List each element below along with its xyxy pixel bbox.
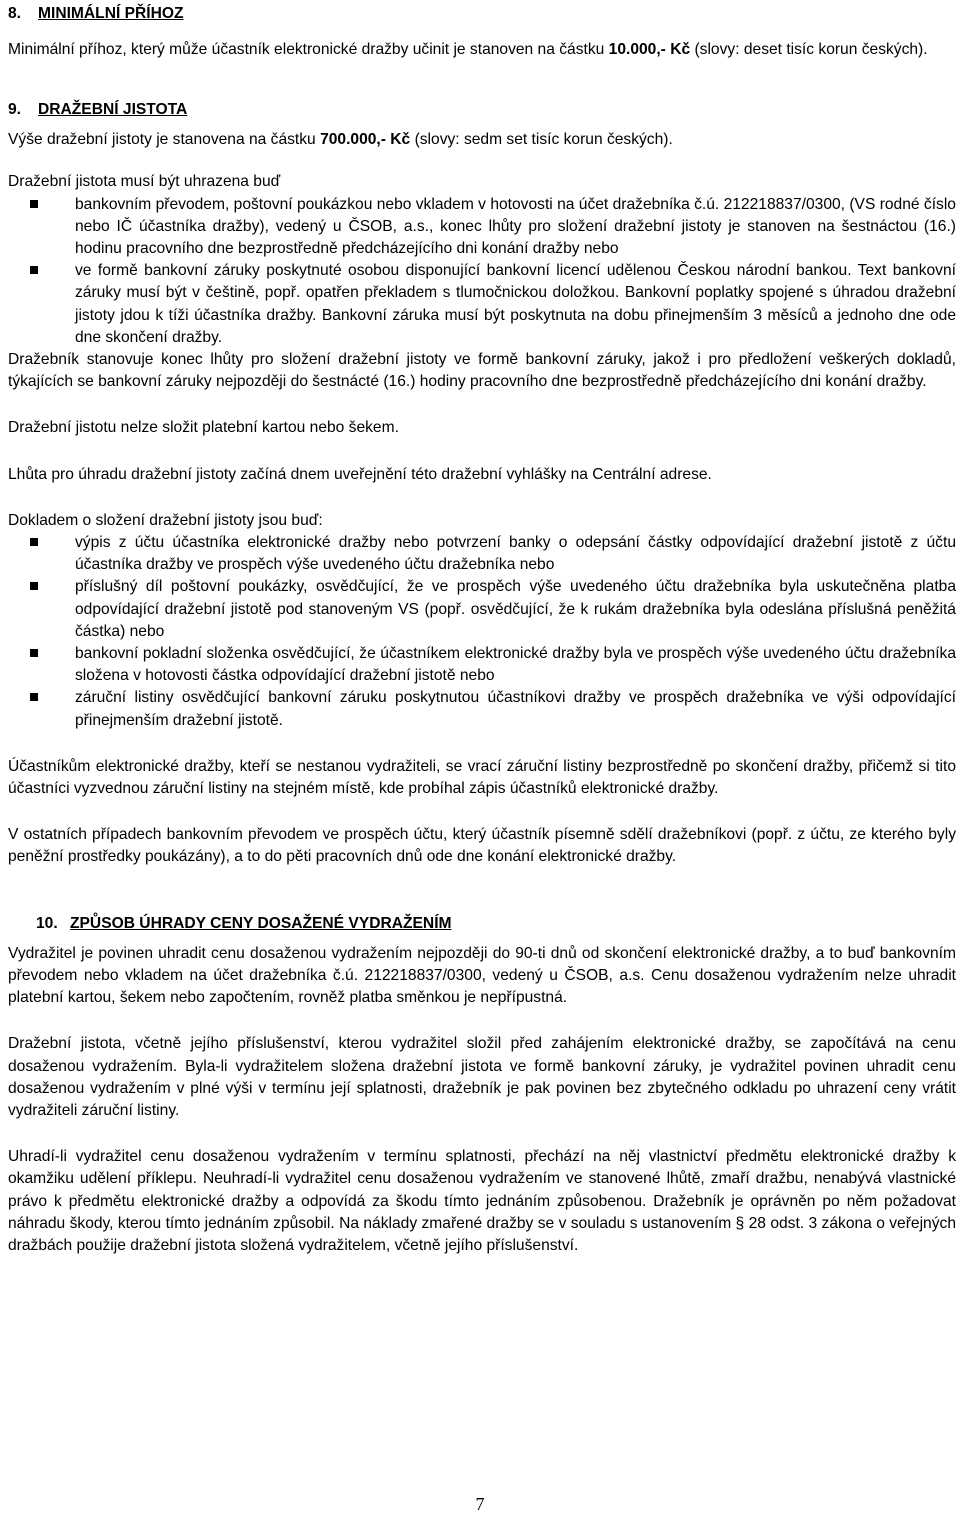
- section-number: 10.: [36, 914, 58, 932]
- text-run: (slovy: sedm set tisíc korun českých).: [410, 131, 673, 149]
- text-run: Minimální příhoz, který může účastník elektronické dražby učinit je stanoven na částku: [8, 41, 609, 58]
- paragraph: Vydražitel je povinen uhradit cenu dosaženou vydražením nejpozději do 90-ti dnů od skončení elektronické dražby, a to buď bankovním převodem nebo vkladem na účet dražebníka č.ú. 212218837/0300, vedený u ČSOB, a.s. Cenu dosaženou vydražením nelze uhradit platební kartou, šekem nebo započtením, rovněž platba směnkou je nepřípustná.: [8, 944, 956, 1007]
- document-page: [8, 0, 956, 1257]
- paragraph: Dražební jistotu nelze složit platební kartou nebo šekem.: [8, 419, 399, 437]
- text-run: (slovy: deset tisíc korun českých).: [690, 41, 928, 58]
- section-9-heading: [8, 99, 956, 121]
- list-item-text: příslušný díl poštovní poukázky, osvědčující, že ve prospěch výše uvedeného účtu dražebníka byla uskutečněna platba odpovídající dražební jistotě pod stanoveným VS (popř. osvědčující, že k rukám dražebníka byla odeslána příslušná peněžitá částka) nebo: [75, 578, 956, 640]
- paragraph: V ostatních případech bankovním převodem ve prospěch účtu, který účastník písemně sdělí dražebníkovi (popř. z účtu, ze kterého byly peněžní prostředky poukázány), a to do pěti pracovních dnů ode dne konání elektronické dražby.: [8, 826, 956, 866]
- bold-amount: 700.000,- Kč: [320, 131, 411, 149]
- bold-amount: 10.000,- Kč: [608, 41, 691, 58]
- section-8-heading: [8, 3, 956, 25]
- list-item: [8, 260, 956, 349]
- paragraph: Uhradí-li vydražitel cenu dosaženou vydražením v termínu splatnosti, přechází na něj vlastnictví předmětu elektronické dražby k okamžiku udělení příklepu. Neuhradí-li vydražitel cenu dosaženou vydražením ve stanovené lhůtě, zmaří dražbu, nenabývá vlastnické právo k předmětu elektronické dražby a odpovídá za škodu tímto jednáním způsobenou. Dražebník je oprávněn po něm požadovat náhradu škody, kterou tímto jednáním způsobil. Na náklady zmařené dražby se v souladu s ustanovením § 28 odst. 3 zákona o veřejných dražbách použije dražební jistota složená vydražitelem, včetně jejího příslušenství.: [8, 1148, 956, 1254]
- square-bullet-icon: [30, 693, 38, 701]
- section-number: 8.: [8, 5, 22, 22]
- square-bullet-icon: [30, 266, 38, 274]
- list-item-text: ve formě bankovní záruky poskytnuté osobou disponující bankovní licencí udělenou Českou národní bankou. Text bankovní záruky musí být v češtině, popř. opatřen překladem s tlumočnickou doložkou. Bankovní poplatky spojené s úhradou dražební jistoty jdou k tíži účastníka dražby. Bankovní záruka musí být poskytnuta na dobu přinejmenším 3 měsíců a jednoho dne ode dne skončení dražby.: [75, 262, 956, 346]
- section-title: ZPŮSOB ÚHRADY CENY DOSAŽENÉ VYDRAŽENÍM: [70, 914, 452, 932]
- paragraph: Dokladem o složení dražební jistoty jsou buď:: [8, 511, 323, 529]
- list-item-text: výpis z účtu účastníka elektronické dražby nebo potvrzení banky o odepsání částky odpovídající dražební jistotě z účtu účastníka dražby ve prospěch výše uvedeného účtu dražebníka nebo: [75, 534, 956, 574]
- bullet-list-proofs: [8, 532, 956, 732]
- paragraph: Dražební jistota musí být uhrazena buď: [8, 173, 281, 191]
- section-number: 9.: [8, 101, 22, 119]
- paragraph: Dražebník stanovuje konec lhůty pro složení dražební jistoty ve formě bankovní záruky, jakož i pro předložení veškerých dokladů, týkajících se bankovní záruky nejpozději do šestnácté (16.) hodiny pracovního dne bezprostředně předcházejícího dni konání dražby.: [8, 351, 956, 391]
- section-10-heading: [8, 913, 956, 935]
- paragraph: [8, 39, 956, 61]
- paragraph: Účastníkům elektronické dražby, kteří se nestanou vydražiteli, se vrací záruční listiny bezprostředně po skončení dražby, přičemž si tito účastníci vyzvednou záruční listiny na stejném místě, kde probíhal zápis účastníků elektronické dražby.: [8, 757, 956, 798]
- square-bullet-icon: [30, 538, 38, 546]
- bullet-list-payment-methods: [8, 194, 956, 349]
- paragraph: [8, 129, 956, 151]
- list-item: [8, 687, 956, 731]
- square-bullet-icon: [30, 200, 38, 208]
- section-title: MINIMÁLNÍ PŘÍHOZ: [38, 5, 184, 22]
- list-item: [8, 532, 956, 576]
- list-item: [8, 194, 956, 261]
- paragraph: Dražební jistota, včetně jejího příslušenství, kterou vydražitel složil před zahájením elektronické dražby, se započítává na cenu dosaženou vydražením. Byla-li vydražitelem složena dražební jistota ve formě bankovní záruky, je vydražitel povinen uhradit cenu dosaženou vydražením v plné výši v termínu její splatnosti, dražebník je pak povinen bez zbytečného odkladu po uhrazení ceny vrátit vydražiteli záruční listiny.: [8, 1035, 956, 1119]
- list-item-text: bankovním převodem, poštovní poukázkou nebo vkladem v hotovosti na účet dražebníka č.ú. 212218837/0300, (VS rodné číslo nebo IČ účastníka dražby), vedený u ČSOB, a.s., konec lhůty pro složení dražební jistoty je stanoven na šestnáctou (16.) hodinu pracovního dne bezprostředně předcházejícího dni konání dražby nebo: [75, 195, 956, 258]
- square-bullet-icon: [30, 649, 38, 657]
- page-number: 7: [475, 1494, 485, 1514]
- square-bullet-icon: [30, 582, 38, 590]
- paragraph: Lhůta pro úhradu dražební jistoty začíná dnem uveřejnění této dražební vyhlášky na Centrální adrese.: [8, 465, 712, 483]
- list-item: [8, 576, 956, 643]
- list-item-text: bankovní pokladní složenka osvědčující, že účastníkem elektronické dražby byla ve prospěch výše uvedeného účtu dražebníka složena v hotovosti částka odpovídající dražební jistotě nebo: [75, 645, 956, 685]
- list-item: [8, 643, 956, 687]
- text-run: Výše dražební jistoty je stanovena na částku: [8, 131, 321, 149]
- list-item-text: záruční listiny osvědčující bankovní záruku poskytnutou účastníkovi dražby ve prospěch dražebníka ve výši odpovídající přinejmenším dražební jistotě.: [75, 689, 956, 729]
- section-title: DRAŽEBNÍ JISTOTA: [38, 101, 188, 119]
